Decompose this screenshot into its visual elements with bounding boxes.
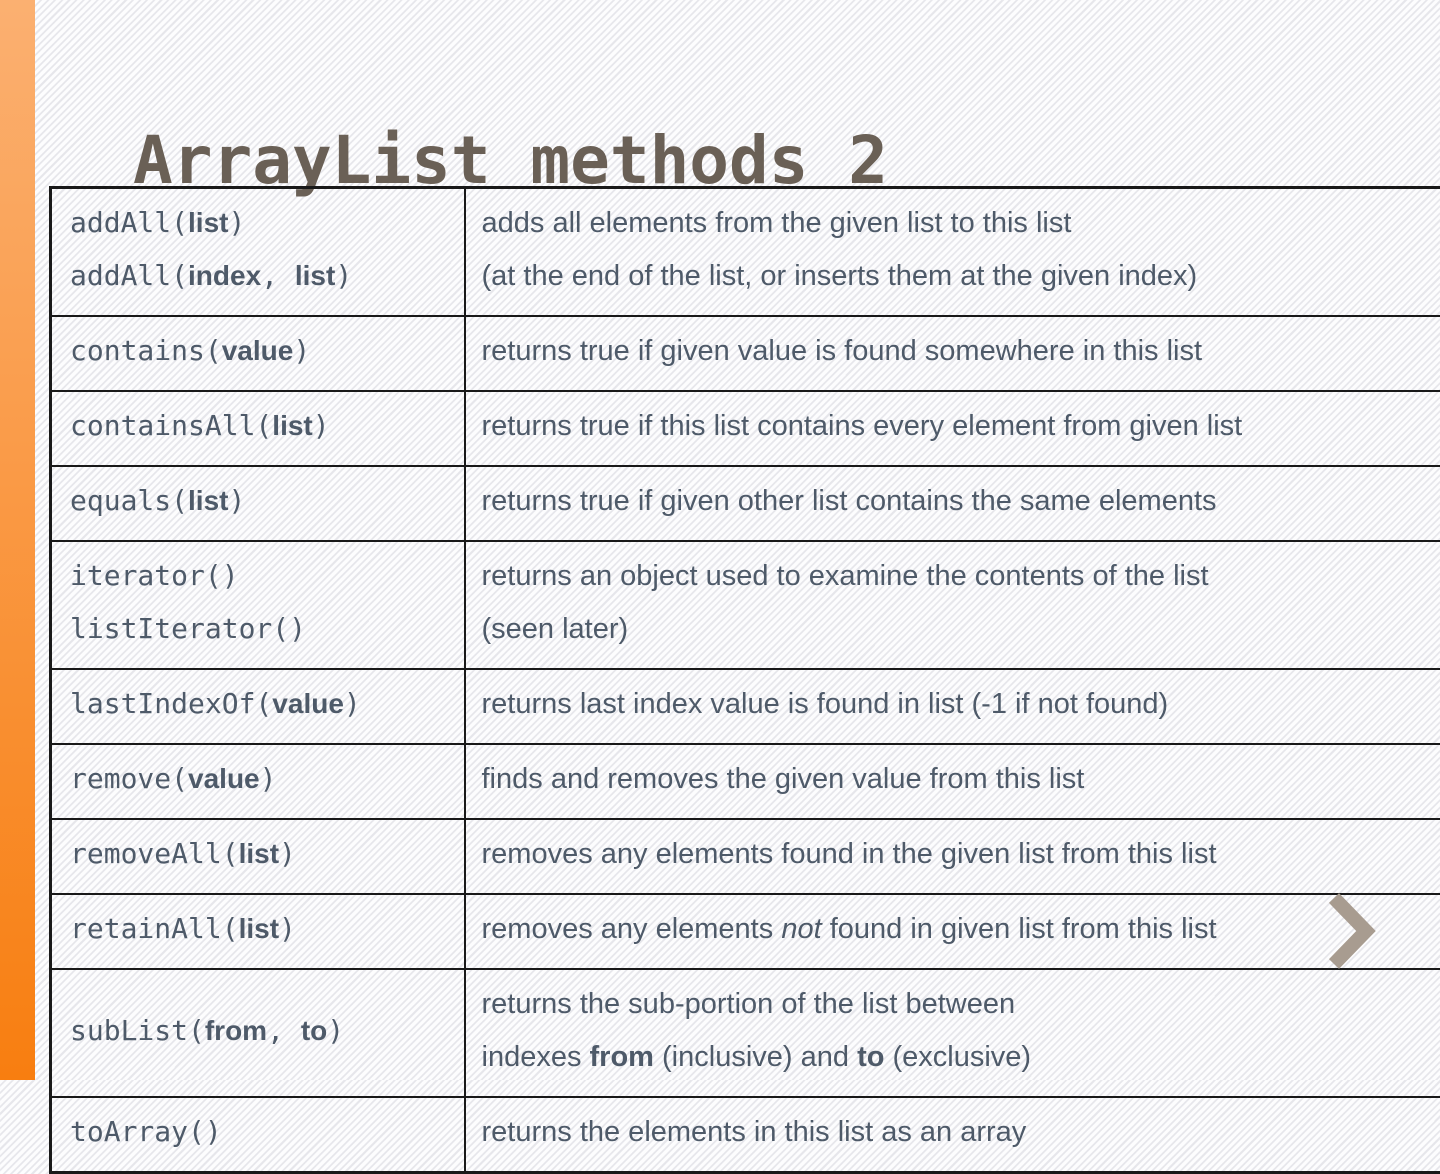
cell-line: removes any elements not found in given list from this list	[482, 905, 1427, 958]
cell-line: returns last index value is found in list (-1 if not found)	[482, 680, 1427, 733]
method-cell	[51, 1097, 465, 1173]
description-cell	[465, 1097, 1440, 1173]
cell-line: contains(value)	[70, 327, 450, 380]
cell-line: finds and removes the given value from this list	[482, 755, 1427, 808]
table-row	[51, 894, 1440, 969]
table-row	[51, 744, 1440, 819]
cell-line: returns true if this list contains every element from given list	[482, 402, 1427, 455]
cell-line: addAll(index, list)	[70, 252, 450, 305]
chevron-right-icon[interactable]	[1326, 891, 1374, 971]
accent-bar	[0, 0, 35, 1080]
table-row	[51, 391, 1440, 466]
cell-line: removes any elements found in the given list from this list	[482, 830, 1427, 883]
title-code-part: ArrayList	[133, 122, 491, 199]
cell-line: subList(from, to)	[70, 1007, 450, 1060]
cell-line: adds all elements from the given list to this list	[482, 199, 1427, 252]
method-cell	[51, 669, 465, 744]
method-cell	[51, 744, 465, 819]
description-cell	[465, 669, 1440, 744]
method-cell	[51, 466, 465, 541]
cell-line: indexes from (inclusive) and to (exclusive)	[482, 1033, 1427, 1086]
cell-line: addAll(list)	[70, 199, 450, 252]
cell-line: toArray()	[70, 1108, 450, 1161]
method-cell	[51, 188, 465, 317]
cell-line: returns an object used to examine the contents of the list	[482, 552, 1427, 605]
cell-line: returns true if given value is found somewhere in this list	[482, 327, 1427, 380]
methods-table	[49, 186, 1440, 1174]
description-cell	[465, 894, 1440, 969]
method-cell	[51, 391, 465, 466]
cell-line: (at the end of the list, or inserts them at the given index)	[482, 252, 1427, 305]
cell-line: containsAll(list)	[70, 402, 450, 455]
description-cell	[465, 188, 1440, 317]
description-cell	[465, 316, 1440, 391]
cell-line: returns the sub-portion of the list between	[482, 980, 1427, 1033]
table-row	[51, 316, 1440, 391]
description-cell	[465, 391, 1440, 466]
description-cell	[465, 969, 1440, 1097]
method-cell	[51, 894, 465, 969]
description-cell	[465, 541, 1440, 669]
cell-line: returns the elements in this list as an array	[482, 1108, 1427, 1161]
methods-table-body	[51, 188, 1440, 1173]
cell-line: returns true if given other list contains the same elements	[482, 477, 1427, 530]
title-rest-part: methods 2	[491, 122, 888, 199]
table-row	[51, 1097, 1440, 1173]
table-row	[51, 969, 1440, 1097]
table-row	[51, 669, 1440, 744]
method-cell	[51, 819, 465, 894]
cell-line: lastIndexOf(value)	[70, 680, 450, 733]
table-row	[51, 819, 1440, 894]
cell-line: removeAll(list)	[70, 830, 450, 883]
page-title	[133, 128, 888, 194]
method-cell	[51, 316, 465, 391]
description-cell	[465, 744, 1440, 819]
cell-line: equals(list)	[70, 477, 450, 530]
cell-line: iterator()	[70, 552, 450, 605]
description-cell	[465, 466, 1440, 541]
description-cell	[465, 819, 1440, 894]
cell-line: listIterator()	[70, 605, 450, 658]
cell-line: (seen later)	[482, 605, 1427, 658]
cell-line: remove(value)	[70, 755, 450, 808]
table-row	[51, 466, 1440, 541]
method-cell	[51, 969, 465, 1097]
table-row	[51, 188, 1440, 317]
table-row	[51, 541, 1440, 669]
cell-line: retainAll(list)	[70, 905, 450, 958]
method-cell	[51, 541, 465, 669]
